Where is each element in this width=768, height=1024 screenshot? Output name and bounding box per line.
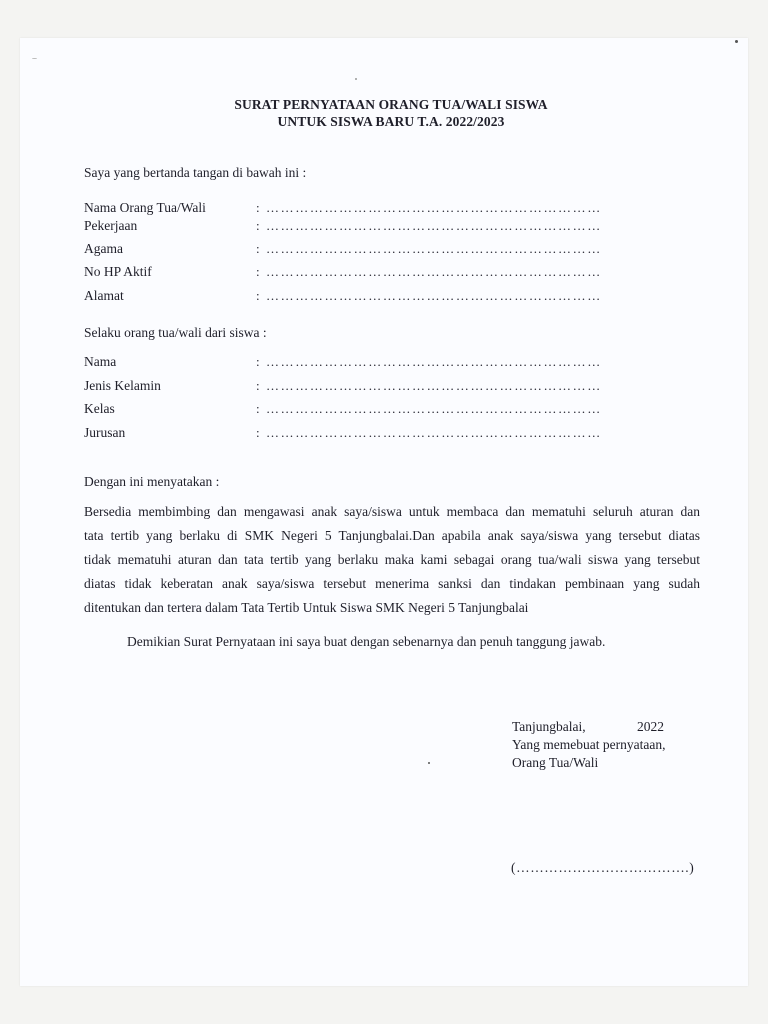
scan-speck (735, 40, 738, 43)
field-blank-address: : …………………………………………………………… (256, 288, 602, 303)
statement-line: tidak mematuhi aturan dan tata tertib yang berlaku maka kami sebagai orang tua/wali siswa yang tersebut (84, 552, 700, 567)
field-label-occupation: Pekerjaan (84, 218, 138, 233)
closing-text: Demikian Surat Pernyataan ini saya buat dengan sebenarnya dan penuh tanggung jawab. (127, 634, 606, 649)
statement-intro-text: Dengan ini menyatakan : (84, 474, 220, 489)
field-blank-major: : …………………………………………………………… (256, 425, 602, 440)
statement-line: tata tertib yang berlaku di SMK Negeri 5 Tanjungbalai.Dan apabila anak saya/siswa yang tersebut diatas (84, 528, 700, 543)
statement-line: ditentukan dan tertera dalam Tata Tertib Untuk Siswa SMK Negeri 5 Tanjungbalai (84, 600, 529, 615)
student-intro-text: Selaku orang tua/wali dari siswa : (84, 325, 267, 340)
field-label-address: Alamat (84, 288, 124, 303)
field-blank-gender: : …………………………………………………………… (256, 378, 602, 393)
scan-speck (428, 762, 430, 764)
scan-speck (355, 78, 357, 80)
field-blank-parent-name: : …………………………………………………………… (256, 200, 602, 215)
statement-paragraph (84, 500, 700, 620)
title-line-2: UNTUK SISWA BARU T.A. 2022/2023 (277, 114, 505, 129)
field-label-major: Jurusan (84, 425, 126, 440)
field-blank-phone: : …………………………………………………………… (256, 264, 602, 279)
document-title (0, 96, 768, 130)
field-label-class: Kelas (84, 401, 115, 416)
statement-line: diatas tidak keberatan anak saya/siswa tersebut menerima sanksi dan tindakan pembinaan yang sudah (84, 576, 700, 591)
field-label-religion: Agama (84, 241, 123, 256)
field-blank-student-name: : …………………………………………………………… (256, 354, 602, 369)
field-blank-religion: : …………………………………………………………… (256, 241, 602, 256)
signature-place: Tanjungbalai, (512, 719, 586, 734)
field-label-parent-name: Nama Orang Tua/Wali (84, 200, 206, 215)
field-label-phone: No HP Aktif (84, 264, 152, 279)
title-line-1: SURAT PERNYATAAN ORANG TUA/WALI SISWA (234, 97, 548, 112)
statement-line: Bersedia membimbing dan mengawasi anak saya/siswa untuk membaca dan mematuhi seluruh aturan dan (84, 504, 700, 519)
signature-blank-line: (……………………………….) (511, 860, 695, 875)
intro-text: Saya yang bertanda tangan di bawah ini : (84, 165, 307, 180)
field-blank-occupation: : …………………………………………………………… (256, 218, 602, 233)
field-blank-class: : …………………………………………………………… (256, 401, 602, 416)
signature-year: 2022 (637, 719, 664, 734)
field-label-student-name: Nama (84, 354, 117, 369)
field-label-gender: Jenis Kelamin (84, 378, 161, 393)
signature-role: Orang Tua/Wali (512, 755, 599, 770)
scan-speck (32, 58, 37, 59)
signature-title: Yang memebuat pernyataan, (512, 737, 666, 752)
